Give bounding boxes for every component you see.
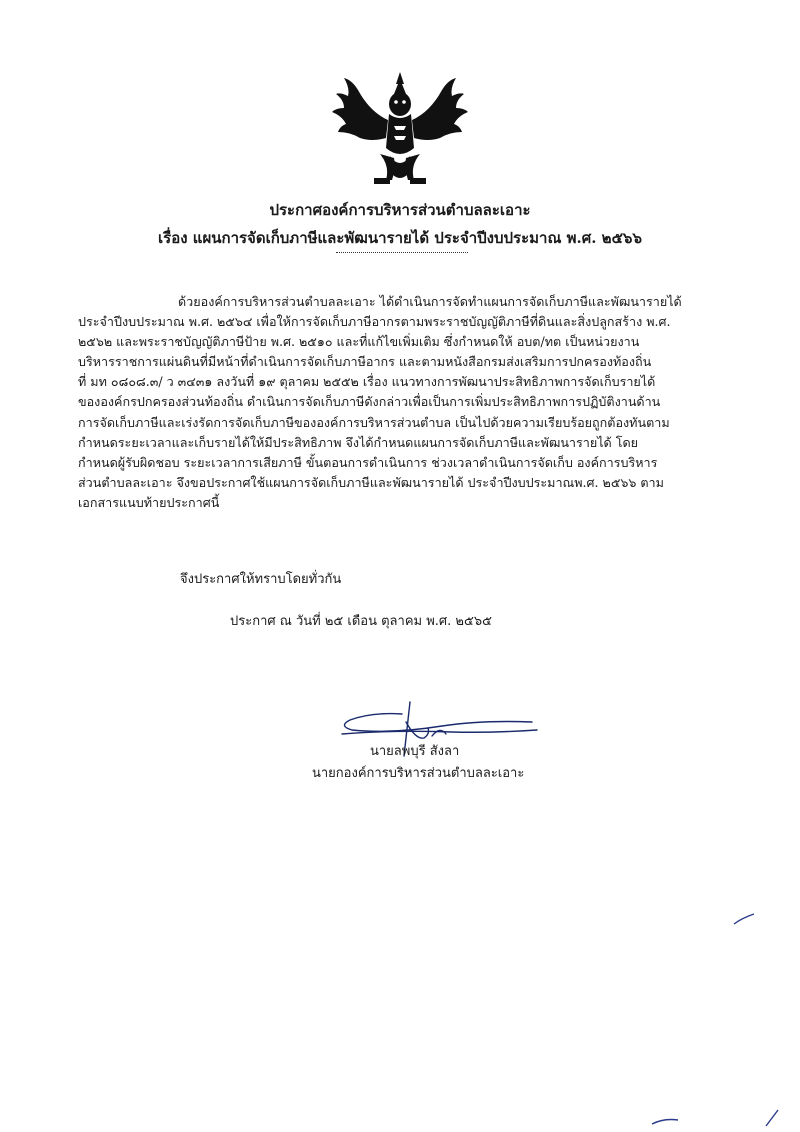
announcement-title: ประกาศองค์การบริหารส่วนตำบลละเอาะ xyxy=(269,201,531,219)
garuda-emblem-icon xyxy=(330,70,470,190)
body-line: ประจำปีงบประมาณ พ.ศ. ๒๕๖๔ เพื่อให้การจัดเก็บภาษีอากรตามพระราชบัญญัติภาษีที่ดินและสิ่งปลูกสร้าง พ.ศ. xyxy=(78,314,671,330)
title-divider xyxy=(336,252,468,253)
body-line: กำหนดผู้รับผิดชอบ ระยะเวลาการเสียภาษี ขั้นตอนการดำเนินการ ช่วงเวลาดำเนินการจัดเก็บ องค์การบริหาร xyxy=(78,454,658,470)
body-line: บริหารราชการแผ่นดินที่มีหน้าที่ดำเนินการจัดเก็บภาษีอากร และตามหนังสือกรมส่งเสริมการปกครองท้องถิ่น xyxy=(78,354,652,370)
announcement-date: ประกาศ ณ วันที่ ๒๕ เดือน ตุลาคม พ.ศ. ๒๕๖๕ xyxy=(230,614,492,629)
body-line: ที่ มท ๐๘๐๘.๓/ ว ๓๔๓๑ ลงวันที่ ๑๙ ตุลาคม ๒๕๕๒ เรื่อง แนวทางการพัฒนาประสิทธิภาพการจัดเก็บรายได้ xyxy=(78,374,656,390)
signatory-position: นายกองค์การบริหารส่วนตำบลละเอาะ xyxy=(312,766,525,781)
body-line: การจัดเก็บภาษีและเร่งรัดการจัดเก็บภาษีขององค์การบริหารส่วนตำบล เป็นไปด้วยความเรียบร้อยถูกต้องทันตาม xyxy=(78,414,670,430)
closing-statement: จึงประกาศให้ทราบโดยทั่วกัน xyxy=(180,572,342,587)
signatory-name: นายลพบุรี สังลา xyxy=(370,744,460,759)
announcement-subject: เรื่อง แผนการจัดเก็บภาษีและพัฒนารายได้ ประจำปีงบประมาณ พ.ศ. ๒๕๖๖ xyxy=(158,229,642,247)
body-line: เอกสารแนบท้ายประกาศนี้ xyxy=(78,494,220,510)
announcement-body xyxy=(78,292,742,513)
body-line: กำหนดระยะเวลาและเก็บรายได้ให้มีประสิทธิภาพ จึงได้กำหนดแผนการจัดเก็บภาษีและพัฒนารายได้ โดย xyxy=(78,434,639,450)
body-line: ขององค์กรปกครองส่วนท้องถิ่น ดำเนินการจัดเก็บภาษีดังกล่าวเพื่อเป็นการเพิ่มประสิทธิภาพการปฏิบัติงานด้าน xyxy=(78,394,661,410)
stray-mark-icon xyxy=(762,1108,782,1128)
body-line: ๒๕๖๒ และพระราชบัญญัติภาษีป้าย พ.ศ. ๒๕๑๐ และที่แก้ไขเพิ่มเติม ซึ่งกำหนดให้ อบต/ทต เป็นหน่วยงาน xyxy=(78,334,640,350)
body-line: ด้วยองค์การบริหารส่วนตำบลละเอาะ ได้ดำเนินการจัดทำแผนการจัดเก็บภาษีและพัฒนารายได้ xyxy=(178,294,682,309)
body-line: ส่วนตำบลละเอาะ จึงขอประกาศใช้แผนการจัดเก็บภาษีและพัฒนารายได้ ประจำปีงบประมาณพ.ศ. ๒๕๖๖ ตาม xyxy=(78,474,664,490)
stray-mark-icon xyxy=(732,912,756,926)
stray-mark-icon xyxy=(650,1114,680,1128)
